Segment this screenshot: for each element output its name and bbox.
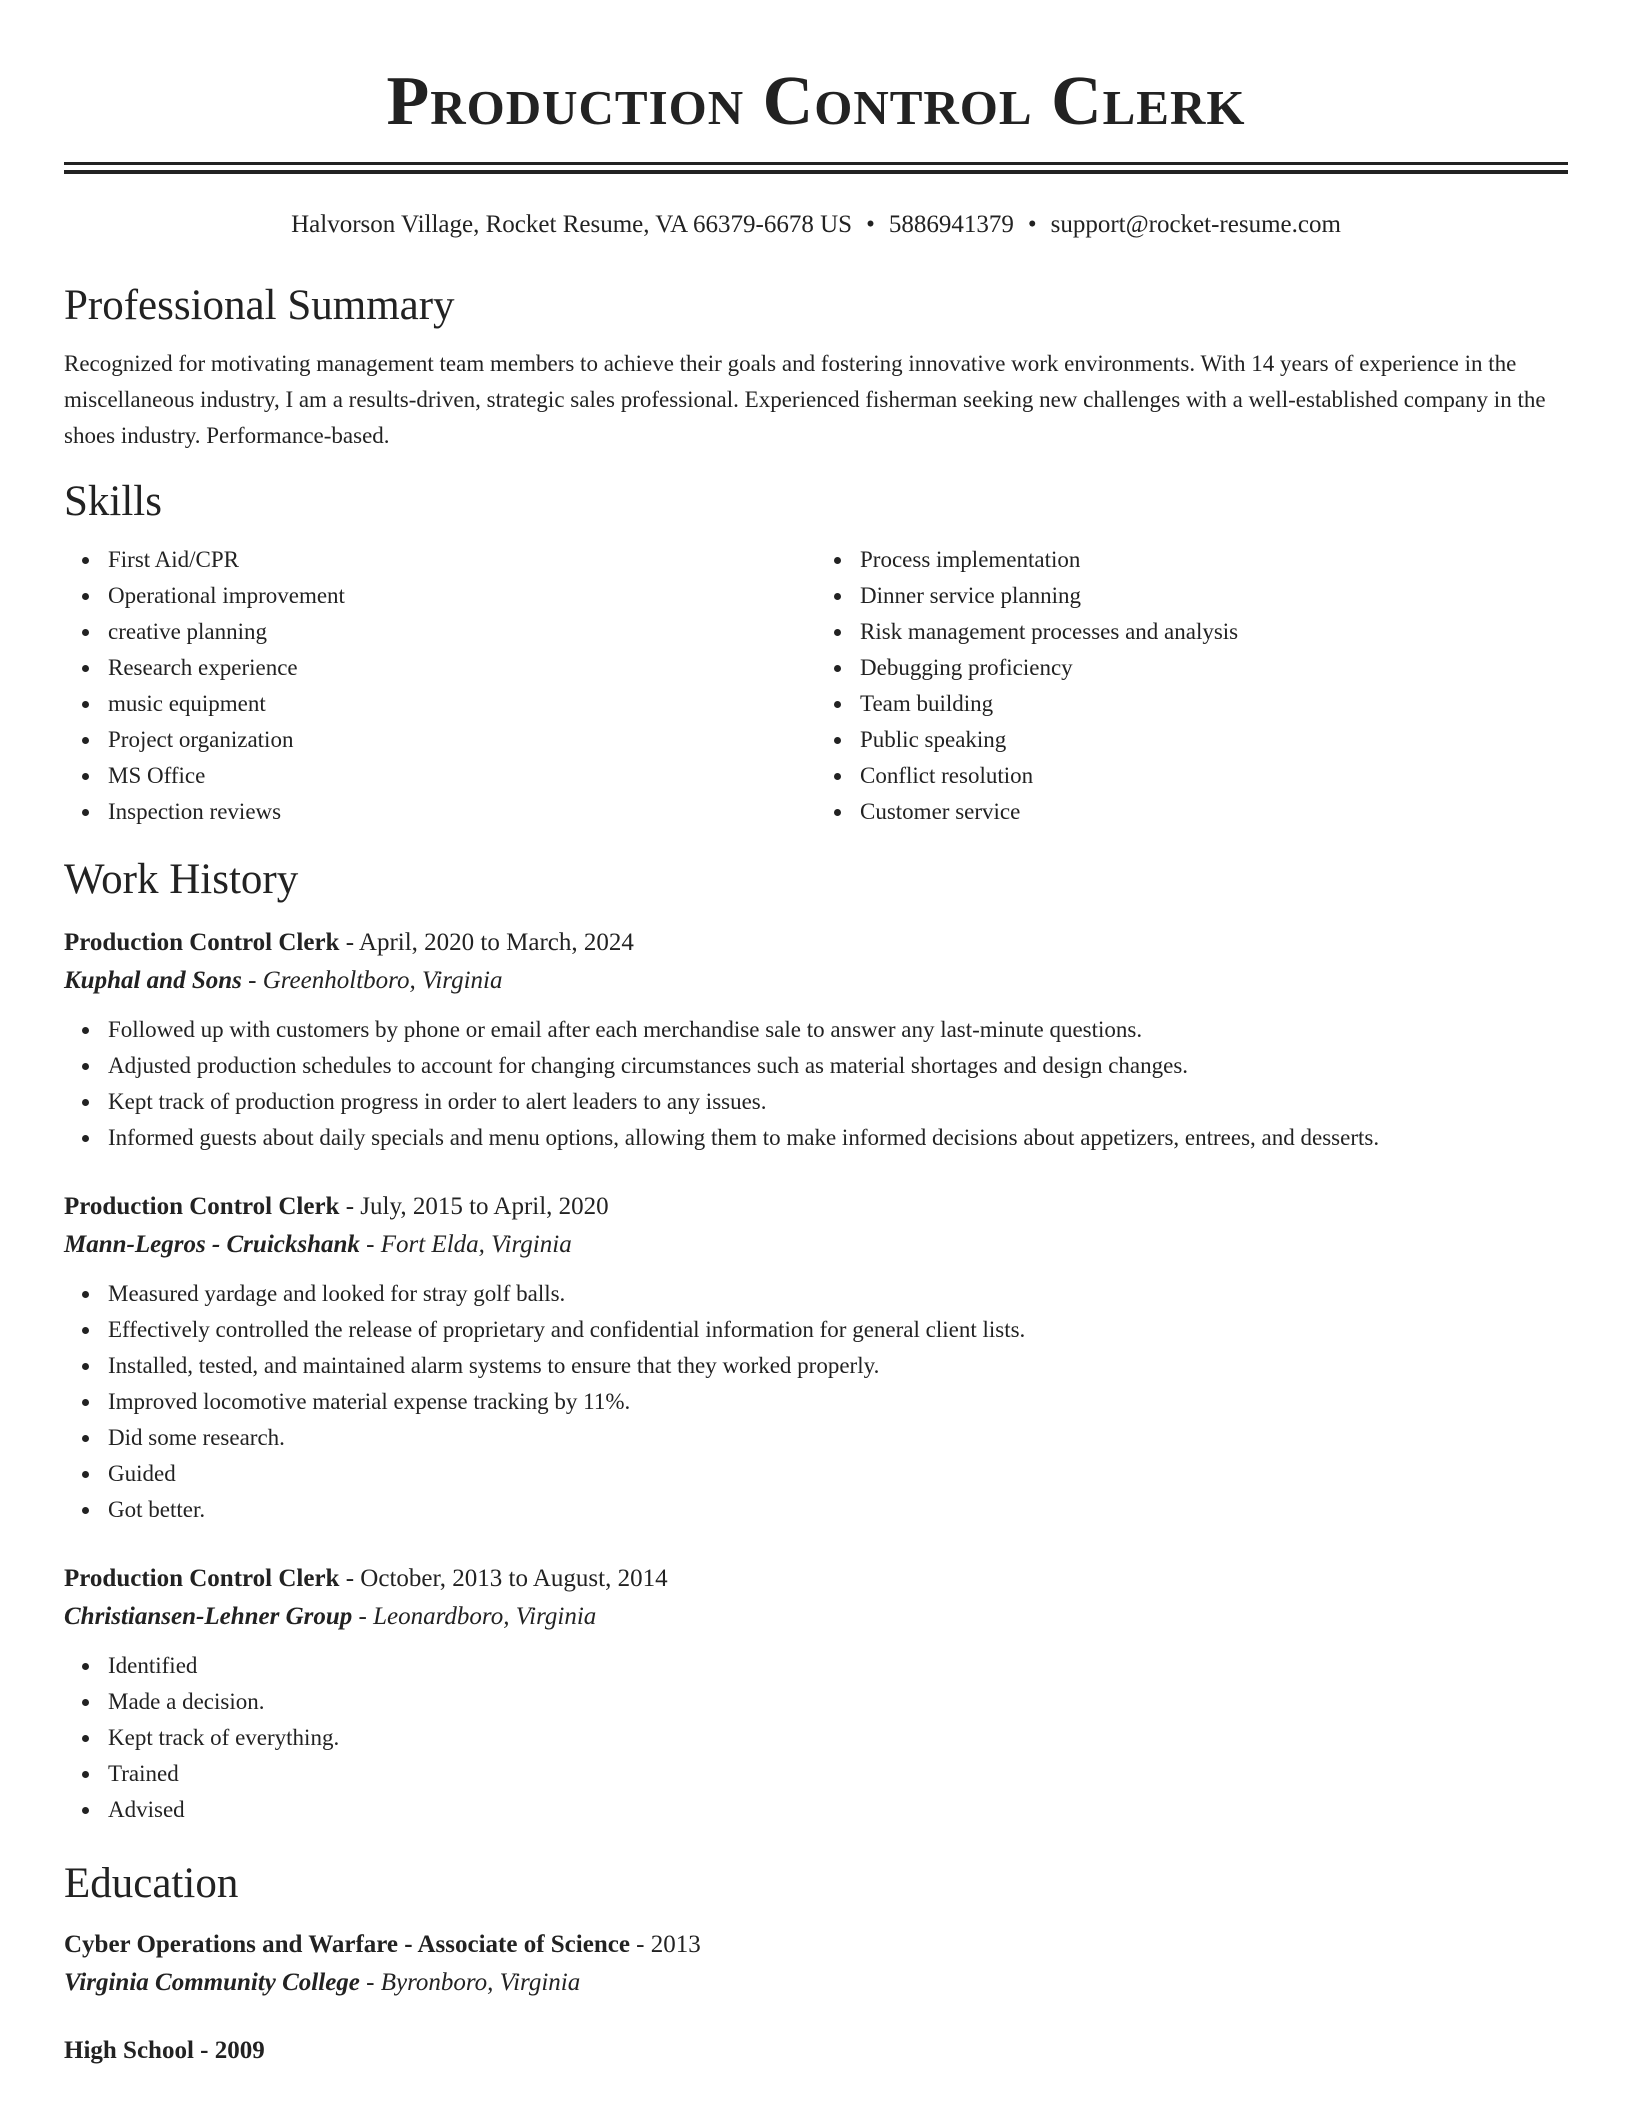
skill-item: Debugging proficiency — [860, 650, 1568, 686]
degree-year: - 2013 — [629, 1931, 701, 1958]
job-bullet: Improved locomotive material expense tracking by 11%. — [108, 1384, 1568, 1420]
degree-name: Cyber Operations and Warfare - Associate of Science — [64, 1931, 630, 1958]
job-bullet: Informed guests about daily specials and menu options, allowing them to make informed decisions about appetizers, entrees, and desserts. — [108, 1120, 1568, 1156]
school-line — [64, 1964, 1568, 2002]
job-title: Production Control Clerk — [64, 1193, 340, 1220]
summary-text: Recognized for motivating management team members to achieve their goals and fostering innovative work environments. With 14 years of experience in the miscellaneous industry, I am a results-driven, strategic sales professional. Experienced fisherman seeking new challenges with a well-established company in the shoes industry. Performance-based. — [64, 351, 1546, 448]
job-bullet: Measured yardage and looked for stray golf balls. — [108, 1276, 1568, 1312]
job-bullet: Made a decision. — [108, 1684, 1568, 1720]
job-title: Production Control Clerk — [64, 929, 340, 956]
job-bullets — [64, 1276, 1568, 1528]
job-bullet: Advised — [108, 1792, 1568, 1828]
contact-address: Halvorson Village, Rocket Resume, VA 66379-6678 US — [291, 211, 853, 238]
education-entry — [64, 2032, 1568, 2070]
job-bullet: Installed, tested, and maintained alarm systems to ensure that they worked properly. — [108, 1348, 1568, 1384]
job-bullet: Guided — [108, 1456, 1568, 1492]
skills-heading: Skills — [64, 478, 162, 525]
job-bullet: Kept track of production progress in order to alert leaders to any issues. — [108, 1084, 1568, 1120]
job-bullet: Trained — [108, 1756, 1568, 1792]
job-bullet: Followed up with customers by phone or email after each merchandise sale to answer any last-minute questions. — [108, 1012, 1568, 1048]
skill-item: creative planning — [108, 614, 816, 650]
contact-line — [64, 208, 1568, 242]
skill-item: Research experience — [108, 650, 816, 686]
skill-item: music equipment — [108, 686, 816, 722]
school-location: - Byronboro, Virginia — [359, 1969, 581, 1996]
skill-item: Public speaking — [860, 722, 1568, 758]
education-heading: Education — [64, 1860, 239, 1907]
skill-item: Inspection reviews — [108, 794, 816, 830]
degree-line — [64, 2032, 1568, 2070]
skill-item: Operational improvement — [108, 578, 816, 614]
job-bullets — [64, 1012, 1568, 1156]
job-dates: - July, 2015 to April, 2020 — [339, 1193, 609, 1220]
skill-item: Conflict resolution — [860, 758, 1568, 794]
job-title-line — [64, 1560, 1568, 1598]
skill-item: Risk management processes and analysis — [860, 614, 1568, 650]
job-bullet: Effectively controlled the release of proprietary and confidential information for general client lists. — [108, 1312, 1568, 1348]
job-location: - Fort Elda, Virginia — [359, 1231, 572, 1258]
job-bullet: Did some research. — [108, 1420, 1568, 1456]
job-bullets — [64, 1648, 1568, 1828]
job-entry — [64, 1188, 1568, 1528]
job-company-line — [64, 1598, 1568, 1636]
skill-item: Dinner service planning — [860, 578, 1568, 614]
job-company: Kuphal and Sons — [64, 967, 242, 994]
bullet-separator: • — [866, 211, 875, 238]
job-title-line — [64, 924, 1568, 962]
page-title: Production Control Clerk — [386, 63, 1246, 140]
job-dates: - October, 2013 to August, 2014 — [339, 1565, 668, 1592]
job-dates: - April, 2020 to March, 2024 — [339, 929, 634, 956]
degree-line — [64, 1926, 1568, 1964]
job-bullet: Identified — [108, 1648, 1568, 1684]
job-title: Production Control Clerk — [64, 1565, 340, 1592]
job-bullet: Adjusted production schedules to account for changing circumstances such as material shortages and design changes. — [108, 1048, 1568, 1084]
job-company: Christiansen-Lehner Group — [64, 1603, 353, 1630]
skill-item: Team building — [860, 686, 1568, 722]
degree-year: - 2009 — [193, 2037, 265, 2064]
skill-item: MS Office — [108, 758, 816, 794]
work-history-heading: Work History — [64, 856, 299, 903]
summary-heading: Professional Summary — [64, 282, 455, 329]
school-name: Virginia Community College — [64, 1969, 360, 1996]
job-entry — [64, 1560, 1568, 1828]
job-title-line — [64, 1188, 1568, 1226]
skill-item: First Aid/CPR — [108, 542, 816, 578]
skills-grid — [64, 542, 1568, 830]
skill-item: Customer service — [860, 794, 1568, 830]
skill-item: Process implementation — [860, 542, 1568, 578]
title-divider — [64, 162, 1568, 174]
job-location: - Leonardboro, Virginia — [352, 1603, 597, 1630]
bullet-separator: • — [1027, 211, 1037, 238]
job-entry — [64, 924, 1568, 1156]
skill-item: Project organization — [108, 722, 816, 758]
resume-page — [64, 0, 1568, 2070]
job-company-line — [64, 962, 1568, 1000]
job-company-line — [64, 1226, 1568, 1264]
job-bullet: Kept track of everything. — [108, 1720, 1568, 1756]
skills-list-right — [816, 542, 1568, 830]
job-bullet: Got better. — [108, 1492, 1568, 1528]
education-entry — [64, 1926, 1568, 2002]
contact-email: support@rocket-resume.com — [1050, 211, 1341, 238]
job-location: - Greenholtboro, Virginia — [241, 967, 503, 994]
job-company: Mann-Legros - Cruickshank — [64, 1231, 360, 1258]
degree-name: High School — [64, 2037, 194, 2064]
skills-list-left — [64, 542, 816, 830]
contact-phone: 5886941379 — [888, 211, 1014, 238]
